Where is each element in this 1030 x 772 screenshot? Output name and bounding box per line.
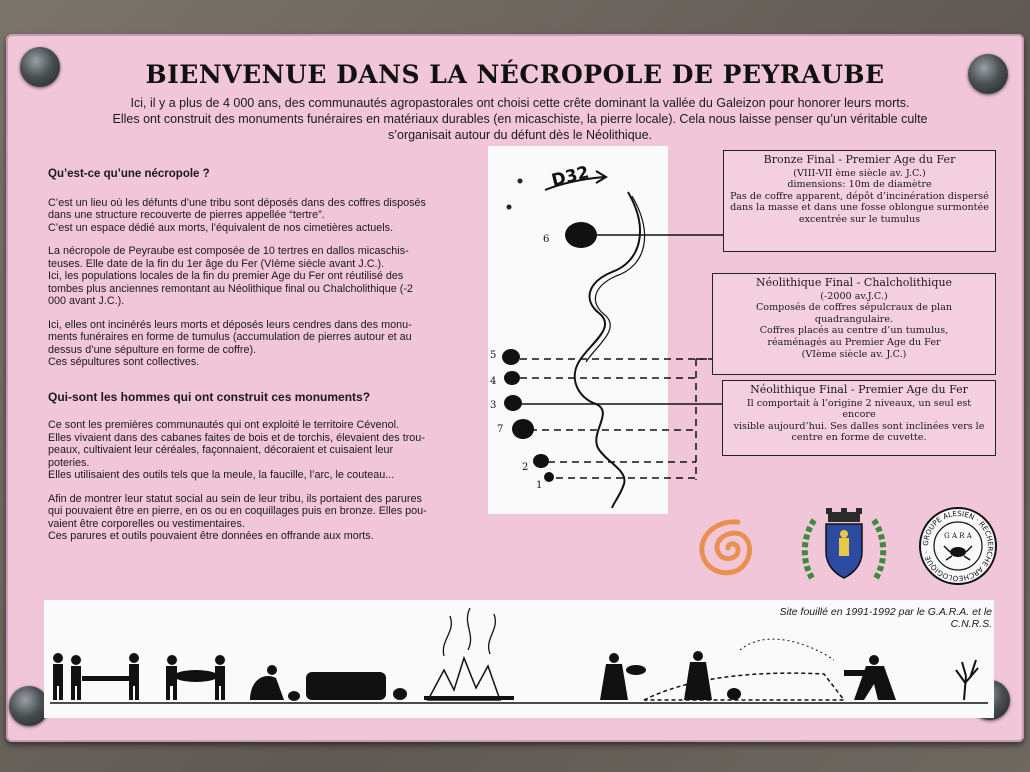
tomb-number: 5 [490, 350, 497, 361]
tomb-number: 3 [490, 400, 497, 411]
tomb-6 [565, 222, 597, 248]
tomb-3 [504, 395, 522, 411]
box-line: Composés de coffres sépulcraux de plan quadrangulaire. [755, 302, 953, 325]
text-line: vaient être corporelles ou vestimentaires. [48, 517, 245, 530]
intro-line: Elles ont construit des monuments funéraires en matériaux durables (en micaschiste, la pierre locale). Cela nous laisse penser qu’un véritable culte [112, 112, 928, 126]
sign-title: BIENVENUE DANS LA NÉCROPOLE DE PEYRAUBE [145, 60, 885, 89]
text-line: Ce sont les premières communautés qui ont exploité le territoire Cévenol. [48, 419, 400, 431]
box-line: réaménagés au Premier Age du Fer [767, 336, 941, 348]
box-line: excentrée sur le tumulus [798, 213, 921, 225]
info-box-neolithique-premier-age [722, 380, 996, 456]
path-line-secondary [586, 196, 645, 362]
dashed-bracket [520, 359, 716, 480]
tomb-number: 1 [536, 480, 543, 491]
text-line: Elles utilisaient des outils tels que la meule, la faucille, l’arc, le couteau... [48, 469, 395, 481]
tomb-5 [502, 349, 520, 365]
text-line: Ici, les populations locales de la fin du premier Age du Fer ont réutilisé des [48, 270, 404, 282]
intro-line: Ici, il y a plus de 4 000 ans, des communautés agropastorales ont choisi cette crête dominant la vallée du Galeizon pour honorer leurs morts. [130, 96, 910, 110]
box-heading: Néolithique Final - Chalcholithique [755, 276, 953, 289]
info-box-bronze-final [723, 150, 996, 252]
necropolis-heading: Qu’est-ce qu’une nécropole ? [48, 168, 210, 180]
tomb-2 [533, 454, 549, 468]
dot [507, 205, 512, 210]
text-line: dessus d’une sépulture en forme de coffre). [48, 343, 257, 356]
gara-center-text: G A R A [944, 532, 972, 540]
text-line: Ces parures et outils pouvaient être données en offrande aux morts. [48, 530, 374, 542]
gara-ring-text: GROUPE ALESIEN · RECHERCHE ARCHEOLOGIQUE · [920, 508, 996, 584]
text-line: Ces sépultures sont collectives. [48, 356, 200, 368]
tomb-1 [544, 472, 554, 482]
box-heading: Bronze Final - Premier Age du Fer [763, 153, 956, 166]
excavation-credit: Site fouillé en 1991-1992 par le G.A.R.A. et le C.N.R.S. [779, 606, 992, 630]
box-line: centre en forme de cuvette. [791, 432, 927, 444]
box-line: (VIII-VII ème siècle av. J.C.) [793, 167, 926, 179]
box-line: visible aujourd’hui. Ses dalles sont inclinées vers le [733, 420, 985, 432]
text-line: C’est un lieu où les défunts d’une tribu sont déposés dans des coffres disposés [48, 196, 426, 209]
tomb-number: 2 [522, 462, 529, 473]
box-heading: Néolithique Final - Premier Age du Fer [750, 383, 968, 396]
tomb-7 [512, 419, 534, 439]
text-line: ments funéraires en forme de tumulus (accumulation de pierres autour et au [48, 331, 412, 343]
tomb-number: 4 [490, 376, 497, 387]
intro-line: s’organisait autour du défunt dès le Néolithique. [387, 128, 653, 142]
box-line: Il comportait à l’origine 2 niveaux, un seul est encore [746, 397, 972, 421]
box-line: (-2000 av.J.C.) [820, 290, 888, 302]
coat-of-arms-icon [800, 508, 888, 584]
text-line: peaux, cultivaient leur céréales, façonnaient, décoraient et cuisaient leur poteries. [48, 444, 394, 469]
box-line: dans la masse et dans une fosse oblongue surmontée [730, 202, 989, 214]
tomb-number: 7 [497, 424, 504, 435]
box-line: dimensions: 10m de diamètre [787, 179, 932, 191]
text-line: C’est un espace dédié aux morts, l’équivalent de nos cimetières actuels. [48, 221, 394, 234]
box-line: Coffres placés au centre d’un tumulus, [759, 325, 949, 337]
text-line: qui pouvaient être en pierre, en os ou en coquillages puis en bronze. Elles pou- [48, 505, 427, 517]
tomb-4 [504, 371, 520, 385]
tomb-number: 6 [543, 234, 550, 245]
box-line: Pas de coffre apparent, dépôt d’incinération dispersé [730, 190, 989, 202]
info-box-neolithique-chalcholithique [712, 273, 996, 375]
builders-heading: Qui-sont les hommes qui ont construit ces monuments? [48, 389, 371, 404]
spiral-logo-icon [688, 512, 766, 584]
text-line: 000 avant J.C.). [48, 295, 125, 307]
text-line: dans une structure recouverte de pierres appellée “tertre”. [48, 209, 325, 221]
text-line: tombes plus anciennes remontant au Néolithique final ou Chalcholithique (-2 [48, 282, 413, 295]
text-line: teuses. Elle date de la fin du 1er âge du Fer (VIème siècle avant J.C.). [48, 257, 385, 270]
text-line: La nécropole de Peyraube est composée de 10 tertres en dallos micaschis- [48, 245, 409, 257]
gara-logo-icon [918, 506, 998, 586]
text-line: Elles vivaient dans des cabanes faites de bois et de torchis, élevaient des trou- [48, 431, 425, 444]
road-label: D32 [549, 162, 592, 192]
text-line: Ici, elles ont incinérés leurs morts et déposés leurs cendres dans des monu- [48, 318, 412, 331]
dot [518, 179, 523, 184]
box-line: (VIème siècle av. J.C.) [801, 348, 907, 360]
text-line: Afin de montrer leur statut social au sein de leur tribu, ils portaient des parures [48, 492, 422, 505]
